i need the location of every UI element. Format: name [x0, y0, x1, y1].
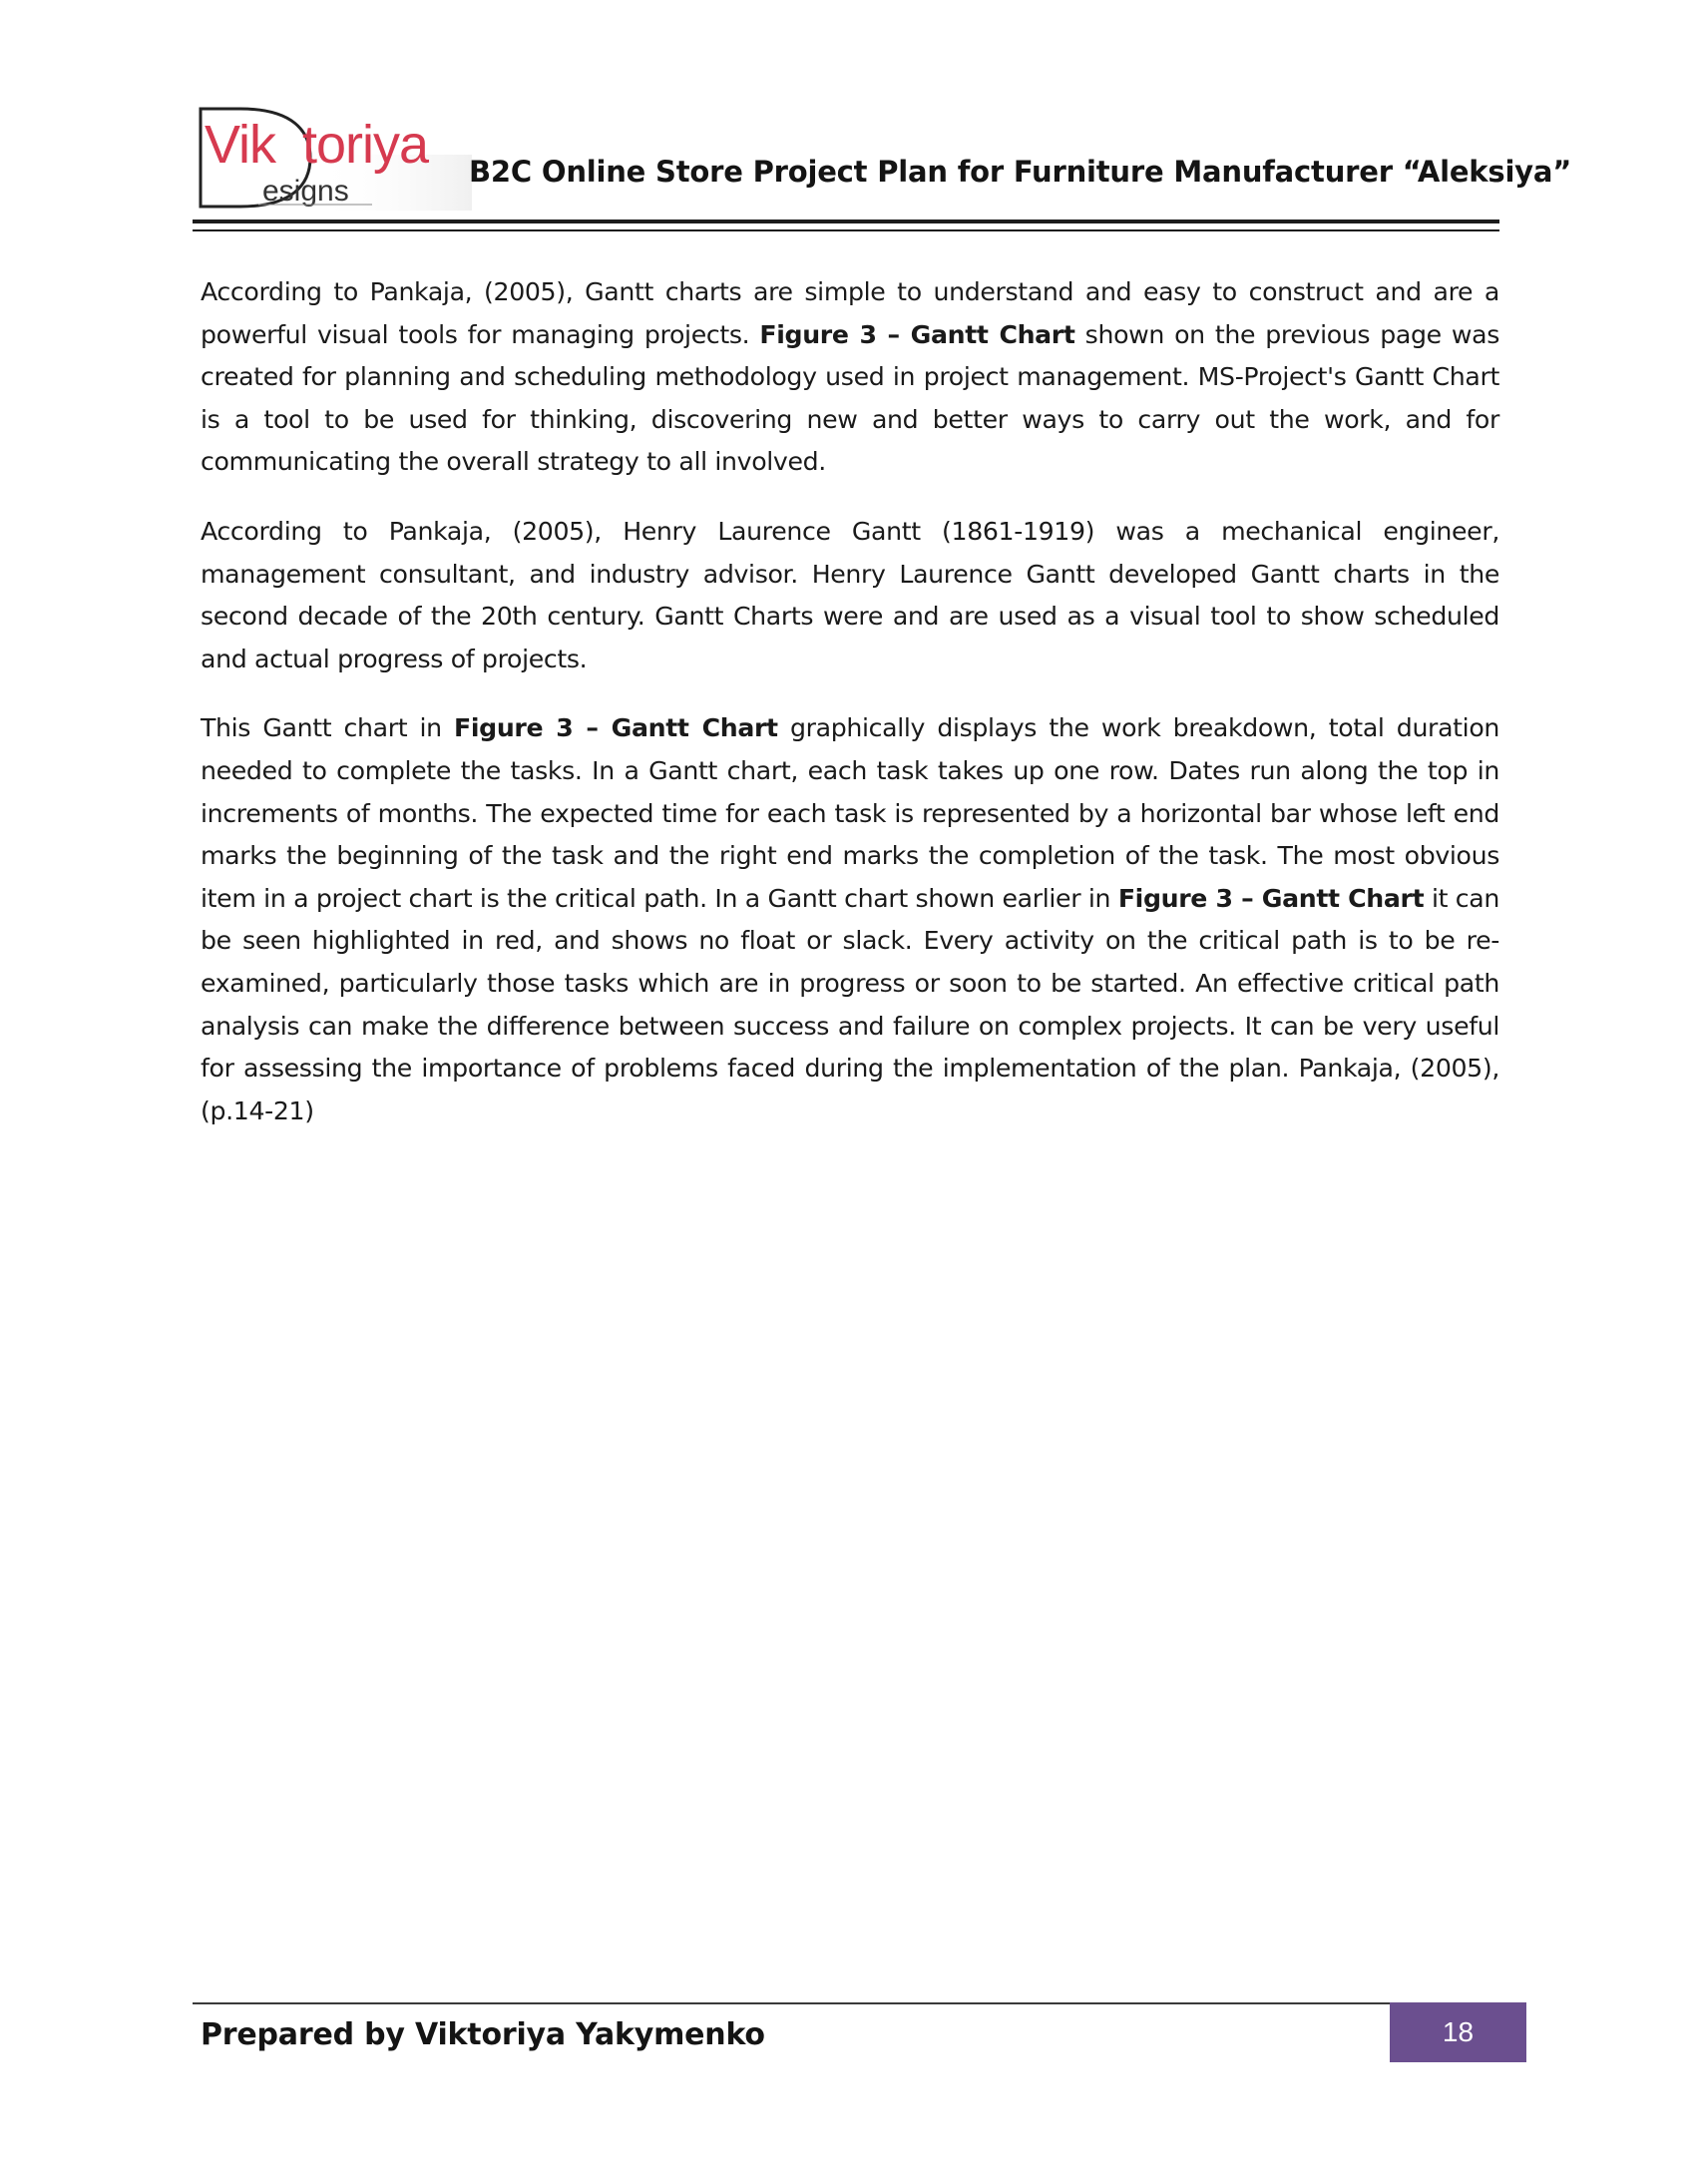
paragraph-3-text-c: it can be seen highlighted in red, and shows no float or slack. Every activity on the critical path is to be re-examined, particularly those tasks which are in progress or soon to be started. An effective critical path analysis can make the difference between success and failure on complex projects. It can be very useful for assessing the importance of problems faced during the implementation of the plan. Pankaja, (2005), (p.14-21) — [201, 883, 1499, 1125]
figure-reference: Figure 3 – Gantt Chart — [1117, 883, 1425, 913]
figure-reference: Figure 3 – Gantt Chart — [454, 713, 778, 743]
svg-text:Vik: Vik — [205, 115, 276, 175]
body-text — [201, 271, 1499, 1159]
svg-text:toriya: toriya — [302, 115, 429, 175]
header-divider-thick — [193, 219, 1499, 223]
paragraph-3-text-b: graphically displays the work breakdown, total duration needed to complete the tasks. In a Gantt chart, each task takes up one row. Dates run along the top in increments of months. The expected time for each task is represented by a horizontal bar whose left end marks the beginning of the task and the right end marks the completion of the task. The most obvious item in a project chart is the critical path. In a Gantt chart shown earlier in — [201, 713, 1499, 913]
figure-reference: Figure 3 – Gantt Chart — [759, 319, 1075, 349]
paragraph-1-text-a: According to Pankaja, (2005), Gantt charts are simple to understand and easy to construct and are a powerful visual tools for managing projects. — [201, 277, 1499, 349]
page-number — [1390, 2002, 1526, 2062]
paragraph-3 — [201, 707, 1499, 1132]
paragraph-3-text-a: This Gantt chart in — [201, 713, 454, 743]
page-number-label: 18 — [1442, 2016, 1475, 2047]
footer-author: Prepared by Viktoriya Yakymenko — [201, 2017, 765, 2052]
document-title: B2C Online Store Project Plan for Furniture Manufacturer “Aleksiya” — [469, 155, 1572, 189]
paragraph-1-text-b: shown on the previous page was created for planning and scheduling methodology used in project management. MS-Project's Gantt Chart is a tool to be used for thinking, discovering new and better ways to carry out the work, and for communicating the overall strategy to all involved. — [201, 319, 1499, 477]
svg-text:esigns: esigns — [262, 175, 349, 208]
paragraph-2: According to Pankaja, (2005), Henry Laurence Gantt (1861-1919) was a mechanical engineer, management consultant, and industry advisor. Henry Laurence Gantt developed Gantt charts in the second decade of the 20th century. Gantt Charts were and are used as a visual tool to show scheduled and actual progress of projects. — [201, 516, 1499, 673]
company-logo — [193, 105, 472, 213]
header-divider-thin — [193, 229, 1499, 231]
footer-divider — [193, 2002, 1390, 2004]
paragraph-1 — [201, 271, 1499, 484]
